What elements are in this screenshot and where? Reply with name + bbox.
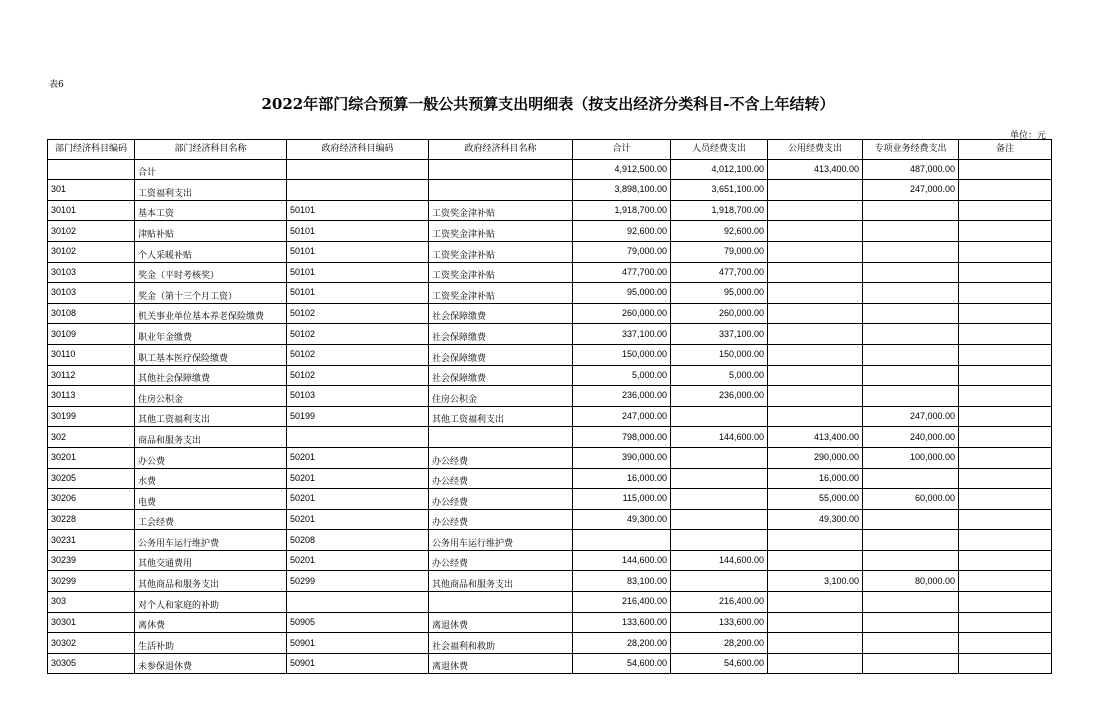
dept-name-cell: 机关事业单位基本养老保险缴费 (135, 303, 287, 324)
public-cell (768, 653, 863, 674)
public-cell: 413,400.00 (768, 427, 863, 448)
public-cell (768, 612, 863, 633)
dept-name-cell: 生活补助 (135, 633, 287, 654)
project-cell (863, 365, 959, 386)
project-cell (863, 344, 959, 365)
dept-code-cell: 30199 (48, 406, 135, 427)
dept-code-cell: 30108 (48, 303, 135, 324)
project-cell (863, 386, 959, 407)
table-row (48, 180, 1052, 201)
gov-code-cell: 50102 (287, 344, 429, 365)
gov-name-cell: 社会保障缴费 (429, 303, 573, 324)
gov-name-cell: 工资奖金津补贴 (429, 241, 573, 262)
personnel-cell: 1,918,700.00 (671, 200, 768, 221)
personnel-cell: 216,400.00 (671, 592, 768, 613)
total-cell: 16,000.00 (573, 468, 671, 489)
note-cell (959, 386, 1052, 407)
gov-code-cell: 50201 (287, 447, 429, 468)
total-cell: 79,000.00 (573, 241, 671, 262)
public-cell (768, 324, 863, 345)
dept-name-cell: 商品和服务支出 (135, 427, 287, 448)
dept-name-cell: 合计 (135, 159, 287, 180)
personnel-cell: 92,600.00 (671, 221, 768, 242)
dept-code-cell: 301 (48, 180, 135, 201)
column-header: 合计 (573, 140, 671, 160)
gov-name-cell (429, 427, 573, 448)
gov-name-cell: 离退休费 (429, 612, 573, 633)
public-cell (768, 241, 863, 262)
column-header: 人员经费支出 (671, 140, 768, 160)
project-cell (863, 200, 959, 221)
table-row (48, 612, 1052, 633)
gov-name-cell: 工资奖金津补贴 (429, 200, 573, 221)
gov-name-cell: 工资奖金津补贴 (429, 283, 573, 304)
table-row (48, 406, 1052, 427)
table-header-row (48, 140, 1052, 160)
dept-name-cell: 其他交通费用 (135, 550, 287, 571)
column-header: 政府经济科目编码 (287, 140, 429, 160)
public-cell (768, 592, 863, 613)
total-cell: 83,100.00 (573, 571, 671, 592)
gov-code-cell: 50201 (287, 468, 429, 489)
dept-code-cell: 30109 (48, 324, 135, 345)
total-cell: 390,000.00 (573, 447, 671, 468)
public-cell (768, 550, 863, 571)
public-cell (768, 221, 863, 242)
dept-name-cell: 奖金（第十三个月工资） (135, 283, 287, 304)
table-row (48, 241, 1052, 262)
dept-name-cell: 其他商品和服务支出 (135, 571, 287, 592)
project-cell: 80,000.00 (863, 571, 959, 592)
gov-code-cell: 50901 (287, 653, 429, 674)
note-cell (959, 612, 1052, 633)
note-cell (959, 365, 1052, 386)
gov-code-cell: 50101 (287, 200, 429, 221)
table-row (48, 365, 1052, 386)
dept-code-cell: 30113 (48, 386, 135, 407)
gov-name-cell: 办公经费 (429, 468, 573, 489)
table-row (48, 159, 1052, 180)
personnel-cell: 150,000.00 (671, 344, 768, 365)
dept-code-cell: 30231 (48, 530, 135, 551)
personnel-cell (671, 571, 768, 592)
total-cell: 260,000.00 (573, 303, 671, 324)
personnel-cell: 3,651,100.00 (671, 180, 768, 201)
gov-name-cell: 社会保障缴费 (429, 344, 573, 365)
table-row (48, 324, 1052, 345)
gov-name-cell: 社会保障缴费 (429, 324, 573, 345)
gov-code-cell: 50208 (287, 530, 429, 551)
dept-name-cell: 办公费 (135, 447, 287, 468)
personnel-cell: 144,600.00 (671, 427, 768, 448)
dept-code-cell: 30112 (48, 365, 135, 386)
dept-name-cell: 奖金（平时考核奖） (135, 262, 287, 283)
dept-name-cell: 对个人和家庭的补助 (135, 592, 287, 613)
public-cell: 3,100.00 (768, 571, 863, 592)
personnel-cell: 28,200.00 (671, 633, 768, 654)
total-cell: 5,000.00 (573, 365, 671, 386)
note-cell (959, 633, 1052, 654)
note-cell (959, 530, 1052, 551)
total-cell: 337,100.00 (573, 324, 671, 345)
note-cell (959, 653, 1052, 674)
total-cell: 1,918,700.00 (573, 200, 671, 221)
public-cell (768, 303, 863, 324)
public-cell (768, 283, 863, 304)
project-cell (863, 303, 959, 324)
project-cell (863, 550, 959, 571)
table-row (48, 427, 1052, 448)
column-header: 政府经济科目名称 (429, 140, 573, 160)
gov-name-cell: 其他工资福利支出 (429, 406, 573, 427)
note-cell (959, 283, 1052, 304)
table-row (48, 344, 1052, 365)
total-cell: 150,000.00 (573, 344, 671, 365)
dept-name-cell: 住房公积金 (135, 386, 287, 407)
table-row (48, 262, 1052, 283)
gov-name-cell: 工资奖金津补贴 (429, 262, 573, 283)
gov-code-cell: 50102 (287, 303, 429, 324)
gov-name-cell: 社会保障缴费 (429, 365, 573, 386)
project-cell (863, 633, 959, 654)
project-cell: 247,000.00 (863, 180, 959, 201)
public-cell (768, 386, 863, 407)
gov-name-cell: 其他商品和服务支出 (429, 571, 573, 592)
total-cell: 4,912,500.00 (573, 159, 671, 180)
dept-code-cell: 30206 (48, 489, 135, 510)
column-header: 部门经济科目编码 (48, 140, 135, 160)
table-row (48, 489, 1052, 510)
dept-name-cell: 职工基本医疗保险缴费 (135, 344, 287, 365)
dept-code-cell: 30110 (48, 344, 135, 365)
dept-name-cell: 水费 (135, 468, 287, 489)
public-cell (768, 365, 863, 386)
total-cell: 477,700.00 (573, 262, 671, 283)
public-cell (768, 200, 863, 221)
project-cell (863, 509, 959, 530)
personnel-cell: 4,012,100.00 (671, 159, 768, 180)
total-cell: 216,400.00 (573, 592, 671, 613)
personnel-cell: 79,000.00 (671, 241, 768, 262)
personnel-cell: 144,600.00 (671, 550, 768, 571)
note-cell (959, 509, 1052, 530)
gov-name-cell: 办公经费 (429, 509, 573, 530)
dept-code-cell: 30205 (48, 468, 135, 489)
project-cell (863, 262, 959, 283)
note-cell (959, 221, 1052, 242)
table-row (48, 200, 1052, 221)
note-cell (959, 489, 1052, 510)
project-cell: 487,000.00 (863, 159, 959, 180)
public-cell (768, 633, 863, 654)
gov-code-cell: 50102 (287, 365, 429, 386)
personnel-cell: 133,600.00 (671, 612, 768, 633)
note-cell (959, 550, 1052, 571)
dept-code-cell: 30103 (48, 262, 135, 283)
gov-name-cell: 办公经费 (429, 489, 573, 510)
personnel-cell (671, 406, 768, 427)
note-cell (959, 406, 1052, 427)
gov-code-cell: 50199 (287, 406, 429, 427)
gov-name-cell (429, 180, 573, 201)
total-cell: 28,200.00 (573, 633, 671, 654)
table-row (48, 468, 1052, 489)
dept-name-cell: 工会经费 (135, 509, 287, 530)
column-header: 专项业务经费支出 (863, 140, 959, 160)
total-cell: 247,000.00 (573, 406, 671, 427)
dept-code-cell: 30302 (48, 633, 135, 654)
gov-name-cell (429, 159, 573, 180)
column-header: 备注 (959, 140, 1052, 160)
page-title: 2022年部门综合预算一般公共预算支出明细表（按支出经济分类科目-不含上年结转） (261, 95, 835, 113)
table-row (48, 653, 1052, 674)
dept-name-cell: 电费 (135, 489, 287, 510)
personnel-cell (671, 468, 768, 489)
personnel-cell: 54,600.00 (671, 653, 768, 674)
gov-code-cell: 50101 (287, 241, 429, 262)
public-cell (768, 262, 863, 283)
gov-code-cell: 50201 (287, 509, 429, 530)
dept-code-cell: 30305 (48, 653, 135, 674)
gov-code-cell: 50201 (287, 489, 429, 510)
gov-code-cell: 50905 (287, 612, 429, 633)
dept-name-cell: 个人采暖补贴 (135, 241, 287, 262)
table-row (48, 221, 1052, 242)
note-cell (959, 241, 1052, 262)
total-cell: 49,300.00 (573, 509, 671, 530)
note-cell (959, 344, 1052, 365)
dept-name-cell: 离休费 (135, 612, 287, 633)
personnel-cell: 95,000.00 (671, 283, 768, 304)
dept-code-cell: 30201 (48, 447, 135, 468)
personnel-cell (671, 489, 768, 510)
gov-name-cell: 办公经费 (429, 550, 573, 571)
table-row (48, 386, 1052, 407)
gov-code-cell: 50201 (287, 550, 429, 571)
gov-code-cell (287, 159, 429, 180)
note-cell (959, 571, 1052, 592)
dept-name-cell: 职业年金缴费 (135, 324, 287, 345)
note-cell (959, 180, 1052, 201)
dept-code-cell: 30101 (48, 200, 135, 221)
dept-code-cell: 30228 (48, 509, 135, 530)
personnel-cell: 477,700.00 (671, 262, 768, 283)
gov-code-cell: 50103 (287, 386, 429, 407)
dept-code-cell: 30301 (48, 612, 135, 633)
table-row (48, 509, 1052, 530)
gov-name-cell: 住房公积金 (429, 386, 573, 407)
project-cell (863, 468, 959, 489)
dept-name-cell: 其他工资福利支出 (135, 406, 287, 427)
unit-label: 单位：元 (1010, 131, 1047, 141)
project-cell: 240,000.00 (863, 427, 959, 448)
table-row (48, 571, 1052, 592)
total-cell: 95,000.00 (573, 283, 671, 304)
gov-code-cell (287, 427, 429, 448)
total-cell: 144,600.00 (573, 550, 671, 571)
total-cell: 798,000.00 (573, 427, 671, 448)
dept-code-cell: 302 (48, 427, 135, 448)
total-cell (573, 530, 671, 551)
dept-name-cell: 未参保退休费 (135, 653, 287, 674)
gov-name-cell: 公务用车运行维护费 (429, 530, 573, 551)
total-cell: 54,600.00 (573, 653, 671, 674)
table-row (48, 592, 1052, 613)
public-cell (768, 180, 863, 201)
total-cell: 236,000.00 (573, 386, 671, 407)
table-body (48, 159, 1052, 674)
project-cell (863, 221, 959, 242)
table-row (48, 447, 1052, 468)
public-cell (768, 344, 863, 365)
dept-code-cell (48, 159, 135, 180)
public-cell (768, 406, 863, 427)
table-number-label: 表6 (49, 80, 64, 90)
personnel-cell: 236,000.00 (671, 386, 768, 407)
total-cell: 115,000.00 (573, 489, 671, 510)
table-row (48, 530, 1052, 551)
public-cell: 55,000.00 (768, 489, 863, 510)
note-cell (959, 447, 1052, 468)
dept-name-cell: 津贴补贴 (135, 221, 287, 242)
personnel-cell (671, 447, 768, 468)
table-row (48, 303, 1052, 324)
dept-code-cell: 30103 (48, 283, 135, 304)
public-cell: 49,300.00 (768, 509, 863, 530)
total-cell: 3,898,100.00 (573, 180, 671, 201)
note-cell (959, 262, 1052, 283)
dept-name-cell: 公务用车运行维护费 (135, 530, 287, 551)
gov-code-cell: 50101 (287, 283, 429, 304)
personnel-cell: 5,000.00 (671, 365, 768, 386)
column-header: 公用经费支出 (768, 140, 863, 160)
gov-code-cell: 50901 (287, 633, 429, 654)
gov-code-cell: 50102 (287, 324, 429, 345)
table-row (48, 633, 1052, 654)
project-cell (863, 324, 959, 345)
dept-name-cell: 基本工资 (135, 200, 287, 221)
project-cell (863, 592, 959, 613)
note-cell (959, 200, 1052, 221)
dept-code-cell: 30299 (48, 571, 135, 592)
dept-name-cell: 其他社会保障缴费 (135, 365, 287, 386)
personnel-cell (671, 509, 768, 530)
project-cell (863, 653, 959, 674)
public-cell: 290,000.00 (768, 447, 863, 468)
note-cell (959, 427, 1052, 448)
public-cell: 16,000.00 (768, 468, 863, 489)
project-cell (863, 612, 959, 633)
personnel-cell: 260,000.00 (671, 303, 768, 324)
note-cell (959, 324, 1052, 345)
project-cell (863, 283, 959, 304)
note-cell (959, 592, 1052, 613)
note-cell (959, 303, 1052, 324)
gov-code-cell: 50101 (287, 221, 429, 242)
budget-table (47, 139, 1052, 674)
personnel-cell (671, 530, 768, 551)
gov-code-cell (287, 180, 429, 201)
note-cell (959, 468, 1052, 489)
gov-name-cell: 离退休费 (429, 653, 573, 674)
note-cell (959, 159, 1052, 180)
public-cell: 413,400.00 (768, 159, 863, 180)
gov-code-cell (287, 592, 429, 613)
project-cell: 247,000.00 (863, 406, 959, 427)
total-cell: 133,600.00 (573, 612, 671, 633)
project-cell: 60,000.00 (863, 489, 959, 510)
gov-name-cell: 办公经费 (429, 447, 573, 468)
dept-code-cell: 30102 (48, 221, 135, 242)
gov-code-cell: 50101 (287, 262, 429, 283)
public-cell (768, 530, 863, 551)
project-cell: 100,000.00 (863, 447, 959, 468)
total-cell: 92,600.00 (573, 221, 671, 242)
personnel-cell: 337,100.00 (671, 324, 768, 345)
gov-name-cell: 社会福利和救助 (429, 633, 573, 654)
table-row (48, 550, 1052, 571)
dept-code-cell: 30102 (48, 241, 135, 262)
project-cell (863, 241, 959, 262)
project-cell (863, 530, 959, 551)
gov-code-cell: 50299 (287, 571, 429, 592)
dept-name-cell: 工资福利支出 (135, 180, 287, 201)
table-row (48, 283, 1052, 304)
dept-code-cell: 303 (48, 592, 135, 613)
gov-name-cell: 工资奖金津补贴 (429, 221, 573, 242)
column-header: 部门经济科目名称 (135, 140, 287, 160)
dept-code-cell: 30239 (48, 550, 135, 571)
gov-name-cell (429, 592, 573, 613)
